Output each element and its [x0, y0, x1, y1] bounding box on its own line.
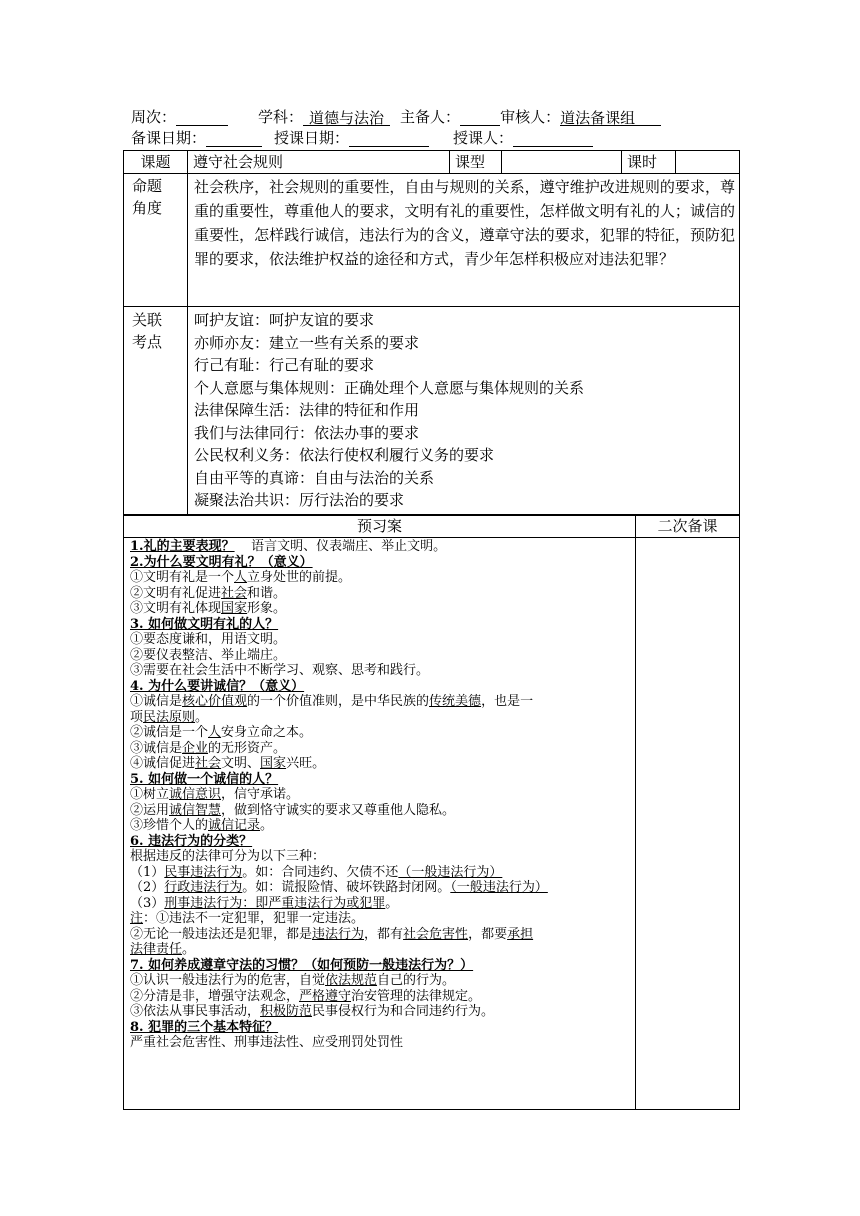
- answer-line: 项民法原则。: [130, 709, 209, 725]
- preview-content: [124, 538, 636, 1110]
- answer-line: ①文明有礼是一个人立身处世的前提。: [130, 570, 352, 585]
- answer-line: ①诚信是核心价值观的一个价值准则，是中华民族的传统美德，也是一: [130, 694, 534, 709]
- answer-line: ①树立诚信意识，信守承诺。: [130, 787, 300, 802]
- teach-date-label: 授课日期：: [274, 129, 350, 147]
- reviewer-value: 道法备课组: [560, 109, 661, 126]
- topic-value: 遵守社会规则: [188, 151, 450, 174]
- q5-title: 5. 如何做一个诚信的人？: [130, 771, 279, 787]
- angle-label: [124, 174, 188, 307]
- prep-date-blank: [206, 130, 262, 147]
- type-value[interactable]: [502, 151, 622, 174]
- q7-title: 7. 如何养成遵章守法的习惯？（如何预防一般违法行为？）: [130, 957, 474, 973]
- question-7: [130, 958, 631, 974]
- q2-title: 2.为什么要文明有礼？（意义）: [130, 554, 313, 570]
- question-6: [130, 834, 631, 850]
- subject-value: 道德与法治: [303, 109, 390, 126]
- teacher-blank: [513, 130, 593, 147]
- answer-line: ②要仪表整洁、举止端庄。: [130, 647, 287, 663]
- answer-line: （3）刑事违法行为：即严重违法行为或犯罪。: [130, 895, 399, 911]
- related-item: 亦师亦友：建立一些有关系的要求: [194, 333, 420, 352]
- related-label: [124, 307, 188, 516]
- preparer-blank: [460, 109, 500, 126]
- q4-title: 4. 为什么要讲诚信？（意义）: [130, 678, 305, 694]
- answer-line: ②运用诚信智慧，做到恪守诚实的要求又尊重他人隐私。: [130, 802, 456, 818]
- answer-line: 法律责任。: [130, 942, 196, 957]
- header-line-1: [131, 108, 661, 126]
- answer-line: ③珍惜个人的诚信记录。: [130, 818, 274, 833]
- answer-line: ①要态度谦和，用语文明。: [130, 632, 287, 647]
- preparer-label: 主备人：: [400, 108, 461, 126]
- preview-heading: 预习案: [124, 515, 636, 538]
- related-item: 个人意愿与集体规则：正确处理个人意愿与集体规则的关系: [194, 378, 585, 397]
- q3-title: 3. 如何做文明有礼的人？: [130, 616, 279, 632]
- preview-table: [123, 514, 740, 1110]
- teacher-label: 授课人：: [453, 129, 514, 147]
- subject-label: 学科：: [258, 108, 304, 126]
- week-label: 周次：: [131, 108, 177, 126]
- answer-line: ②分清是非，增强守法观念，严格遵守治安管理的法律规定。: [130, 988, 482, 1004]
- related-list: [188, 307, 740, 516]
- q1-answer: 语言文明、仪表端庄、举止文明。: [251, 539, 447, 554]
- q6-title: 6. 违法行为的分类？: [130, 833, 253, 849]
- answer-line: ②诚信是一个人安身立命之本。: [130, 725, 313, 740]
- answer-line: ③依法从事民事活动，积极防范民事侵权行为和合同违约行为。: [130, 1004, 495, 1019]
- question-3: [130, 617, 631, 633]
- related-label-2: 考点: [132, 333, 163, 351]
- reviewer-label: 审核人：: [500, 108, 561, 126]
- question-4: [130, 679, 631, 695]
- answer-line: ①认识一般违法行为的危害，自觉依法规范自己的行为。: [130, 973, 456, 988]
- answer-line: ③需要在社会生活中不断学习、观察、思考和践行。: [130, 663, 430, 678]
- related-label-1: 关联: [132, 311, 163, 329]
- answer-line: ②文明有礼促进社会和谐。: [130, 585, 287, 601]
- related-item: 我们与法律同行：依法办事的要求: [194, 423, 420, 442]
- answer-line: ③诚信是企业的无形资产。: [130, 740, 287, 756]
- q1-title: 1.礼的主要表现？: [130, 539, 235, 554]
- q8-title: 8. 犯罪的三个基本特征？: [130, 1019, 279, 1035]
- angle-label-1: 命题: [132, 177, 163, 195]
- question-2: [130, 555, 631, 571]
- topic-label: 课题: [124, 151, 188, 174]
- second-prep-notes[interactable]: [636, 538, 740, 1110]
- answer-line: 严重社会危害性、刑事违法性、应受刑罚处罚性: [130, 1035, 404, 1050]
- answer-line: 根据违反的法律可分为以下三种：: [130, 849, 326, 864]
- answer-line: （1）民事违法行为。如：合同违约、欠债不还（一般违法行为）: [130, 864, 503, 880]
- question-1: [130, 539, 631, 555]
- question-8: [130, 1020, 631, 1036]
- related-item: 行己有耻：行己有耻的要求: [194, 356, 375, 374]
- type-label: 课型: [450, 151, 502, 174]
- related-item: 自由平等的真谛：自由与法治的关系: [194, 468, 435, 487]
- related-item: 法律保障生活：法律的特征和作用: [194, 401, 420, 419]
- lesson-info-table: [123, 150, 740, 516]
- answer-line: （2）行政违法行为。如：谎报险情、破坏铁路封闭网。（一般违法行为）: [130, 880, 548, 895]
- prep-date-label: 备课日期：: [131, 129, 207, 147]
- angle-text: 社会秩序，社会规则的重要性，自由与规则的关系，遵守维护改进规则的要求，尊重的重要性，尊重他人的要求，文明有礼的重要性，怎样做文明有礼的人；诚信的重要性，怎样践行诚信，违法行为的含义，遵章守法的要求，犯罪的特征，预防犯罪的要求，依法维护权益的途径和方式，青少年怎样积极应对违法犯罪？: [188, 174, 740, 307]
- answer-line: ②无论一般违法还是犯罪，都是违法行为，都有社会危害性，都要承担: [130, 926, 534, 942]
- teach-date-blank: [349, 130, 429, 147]
- hours-label: 课时: [622, 151, 676, 174]
- answer-line: ④诚信促进社会文明、国家兴旺。: [130, 756, 326, 771]
- header-line-2: [131, 129, 593, 147]
- related-item: 公民权利义务：依法行使权利履行义务的要求: [194, 446, 495, 464]
- second-prep-heading: 二次备课: [636, 515, 740, 538]
- hours-value[interactable]: [676, 151, 740, 174]
- related-item: 凝聚法治共识：厉行法治的要求: [194, 491, 405, 509]
- question-5: [130, 772, 631, 788]
- related-item: 呵护友谊：呵护友谊的要求: [194, 311, 375, 329]
- answer-line: 注：①违法不一定犯罪，犯罪一定违法。: [130, 911, 365, 926]
- angle-label-2: 角度: [132, 199, 163, 217]
- week-blank: [176, 109, 228, 126]
- answer-line: ③文明有礼体现国家形象。: [130, 601, 287, 616]
